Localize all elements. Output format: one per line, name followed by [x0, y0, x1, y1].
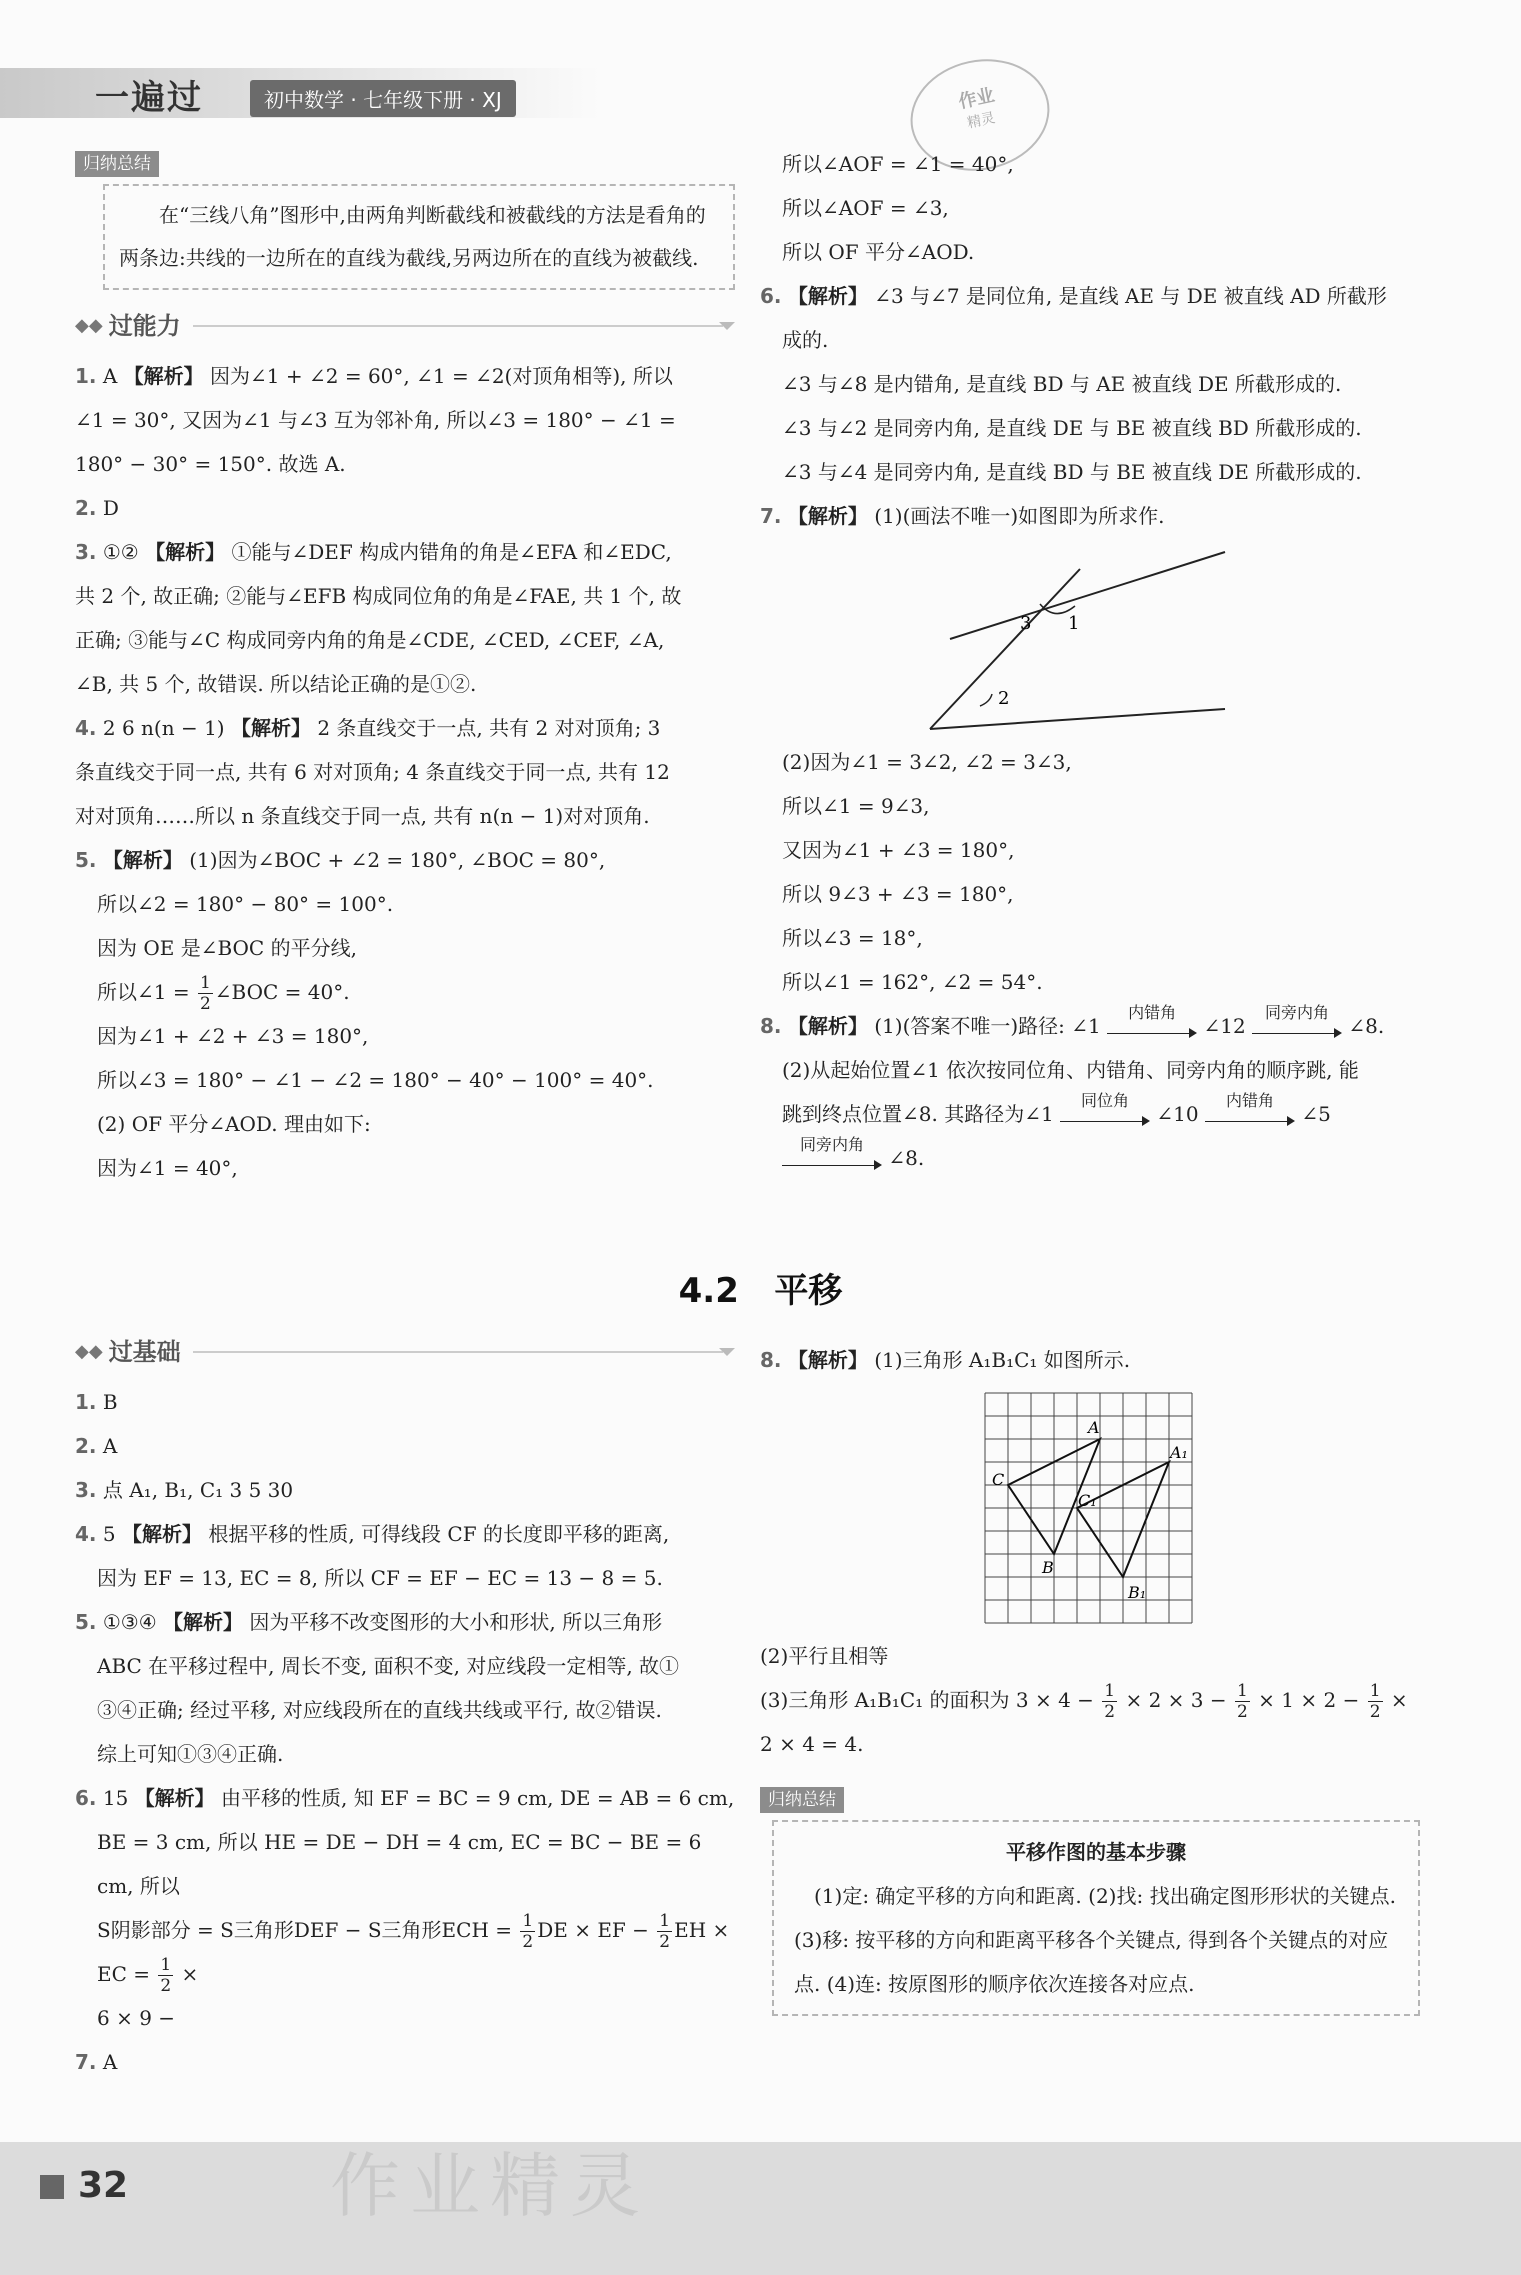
q-answer: ①③④ [102, 1610, 157, 1634]
q-line: 跳到终点位置∠8. 其路径为∠1 [782, 1102, 1054, 1126]
arrow-head [1189, 1028, 1197, 1038]
arrow-label: 内错角 [1225, 1090, 1274, 1110]
fraction-num: 1 [522, 1911, 534, 1931]
q-answer: A [102, 1434, 118, 1458]
page-square-icon [40, 2175, 64, 2199]
q-num: 6. [75, 1786, 97, 1810]
q-line: 2 × 4 = 4. [760, 1732, 864, 1756]
right-column-top [760, 142, 1420, 1180]
stamp-text-2: 精灵 [965, 110, 997, 132]
q-line: ∠B, 共 5 个, 故错误. 所以结论正确的是①②. [75, 672, 477, 696]
question-1 [75, 354, 735, 486]
q-line: 成的. [782, 328, 829, 352]
arrow-head [1334, 1028, 1342, 1038]
r-line: 所以∠AOF = ∠1 = 40°, [782, 152, 1014, 176]
basic-q7 [75, 2040, 735, 2084]
q-line: 因为∠1 + ∠2 + ∠3 = 180°, [97, 1024, 369, 1048]
summary2-title: 平移作图的基本步骤 [1006, 1840, 1186, 1864]
q-line: (1)(答案不唯一)路径: ∠1 [874, 1014, 1101, 1038]
q-line: 对对顶角……所以 n 条直线交于同一点, 共有 n(n − 1)对对顶角. [75, 804, 650, 828]
fraction-den: 2 [1369, 1702, 1381, 1722]
q-line: 2 条直线交于一点, 共有 2 对对顶角; 3 [317, 716, 661, 740]
q-line: DE × EF − [537, 1918, 656, 1942]
q-num: 7. [75, 2050, 97, 2074]
question-4 [75, 706, 735, 838]
fraction-den: 2 [199, 994, 211, 1014]
translation-grid-figure [980, 1388, 1210, 1628]
page-number: 32 [78, 2165, 129, 2206]
fraction [1368, 1681, 1383, 1722]
q-answer: D [102, 496, 119, 520]
section-rule [193, 1351, 723, 1353]
q-answer: A [102, 2050, 118, 2074]
q-tag: 【解析】 [787, 284, 868, 308]
line-top [950, 552, 1225, 639]
q-line: 因为平移不改变图形的大小和形状, 所以三角形 [249, 1610, 663, 1634]
fraction-num: 1 [160, 1955, 172, 1975]
q-num: 1. [75, 364, 97, 388]
fraction-den: 2 [522, 1932, 534, 1952]
q-line: 又因为∠1 + ∠3 = 180°, [782, 838, 1015, 862]
arrow-label: 同旁内角 [1265, 1002, 1330, 1022]
q-line: ③④正确; 经过平移, 对应线段所在的直线共线或平行, 故②错误. [97, 1698, 662, 1722]
q-num: 5. [75, 1610, 97, 1634]
q-line: × [175, 1962, 199, 1986]
label-A: A [1088, 1418, 1100, 1437]
q-line: 因为∠1 = 40°, [97, 1156, 238, 1180]
question-5 [75, 838, 735, 1190]
q-line: 6 × 9 − [97, 2006, 176, 2030]
q-tag: 【解析】 [230, 716, 311, 740]
basic-q6 [75, 1776, 735, 2040]
question-2 [75, 486, 735, 530]
fraction-den: 2 [1237, 1702, 1248, 1722]
arrow-label: 内错角 [1128, 1002, 1177, 1022]
r-line: 所以 OF 平分∠AOD. [782, 240, 975, 264]
q-tag: 【解析】 [102, 848, 183, 872]
arrow-head [1142, 1116, 1150, 1126]
q-line: 因为 OE 是∠BOC 的平分线, [97, 936, 357, 960]
summary-label: 归纳总结 [75, 151, 159, 177]
label-B1: B₁ [1128, 1583, 1147, 1602]
q-num: 2. [75, 496, 97, 520]
summary2-box [772, 1820, 1420, 2016]
q-num: 3. [75, 540, 97, 564]
series-tag: 初中数学 · 七年级下册 · XJ [250, 80, 516, 117]
q-tag: 【解析】 [123, 364, 204, 388]
fraction-den: 2 [1104, 1702, 1116, 1722]
q-answer: 2 6 n(n − 1) [102, 716, 225, 740]
q-line: 因为∠1 + ∠2 = 60°, ∠1 = ∠2(对顶角相等), 所以 [210, 364, 673, 388]
fraction-num: 1 [199, 973, 211, 993]
section-basic-title: 过基础 [108, 1338, 181, 1366]
q-line: × 1 × 2 − [1251, 1688, 1366, 1712]
q-num: 1. [75, 1390, 97, 1414]
basic-q1 [75, 1380, 735, 1424]
triangle-icon [719, 1348, 735, 1356]
triangle-icon [719, 322, 735, 330]
q-line: 因为 EF = 13, EC = 8, 所以 CF = EF − EC = 13 − 8 = 5. [97, 1566, 663, 1590]
q-line: ∠8. [888, 1146, 925, 1170]
label-B: B [1042, 1558, 1054, 1577]
q-line: ∠3 与∠7 是同位角, 是直线 AE 与 DE 被直线 AD 所截形 [874, 284, 1387, 308]
q-line: 所以∠1 = [97, 980, 196, 1004]
chapter-title [0, 1263, 1521, 1312]
arrow-line [1205, 1121, 1291, 1122]
q-line: (1)(画法不唯一)如图即为所求作. [874, 504, 1165, 528]
fraction [1235, 1681, 1250, 1722]
q-num: 4. [75, 1522, 97, 1546]
stamp-text-1: 作业 [956, 84, 997, 113]
fraction [1102, 1681, 1117, 1722]
fraction-den: 2 [160, 1976, 172, 1996]
q-line: ∠10 [1156, 1102, 1199, 1126]
line-bottom [930, 709, 1225, 729]
q-line: 共 2 个, 故正确; ②能与∠EFB 构成同位角的角是∠FAE, 共 1 个, 故 [75, 584, 682, 608]
section-ability-title: 过能力 [108, 312, 181, 340]
arrow-head [1287, 1116, 1295, 1126]
arrow [1205, 1090, 1295, 1131]
fraction [657, 1911, 672, 1952]
brand-logo: 一遍过 [95, 78, 203, 118]
q-line: ∠3 与∠4 是同旁内角, 是直线 BD 与 BE 被直线 DE 所截形成的. [782, 460, 1362, 484]
q-line: 综上可知①③④正确. [97, 1742, 284, 1766]
fraction-num: 1 [1369, 1681, 1381, 1701]
arrow [1252, 1002, 1342, 1043]
fraction [158, 1955, 173, 1996]
q-line: (2)平行且相等 [760, 1644, 889, 1668]
q-line: EH × EC = [97, 1918, 730, 1986]
q-tag: 【解析】 [787, 1014, 868, 1038]
question-8-right [760, 1004, 1420, 1180]
q-line: ∠BOC = 40°. [214, 980, 350, 1004]
basic-q5 [75, 1600, 735, 1776]
summary2-wrapper [760, 1776, 1420, 2016]
q-line: (2) OF 平分∠AOD. 理由如下: [97, 1112, 371, 1136]
wave-icon: ◆◆ [75, 315, 103, 336]
q-tag: 【解析】 [134, 1786, 215, 1810]
q-line: ∠5 [1301, 1102, 1331, 1126]
q-num: 5. [75, 848, 97, 872]
q-tag: 【解析】 [787, 1348, 868, 1372]
q-line: 所以 9∠3 + ∠3 = 180°, [782, 882, 1014, 906]
q-num: 4. [75, 716, 97, 740]
q-line: ①能与∠DEF 构成内错角的角是∠EFA 和∠EDC, [231, 540, 672, 564]
fraction [520, 1911, 535, 1952]
q-line: (2)因为∠1 = 3∠2, ∠2 = 3∠3, [782, 750, 1072, 774]
section-basic-heading [75, 1330, 735, 1374]
q-line: 所以∠1 = 162°, ∠2 = 54°. [782, 970, 1043, 994]
q-tag: 【解析】 [787, 504, 868, 528]
q-num: 8. [760, 1014, 782, 1038]
label-A1: A₁ [1170, 1443, 1188, 1462]
question-7-right [760, 494, 1420, 1004]
fraction-den: 2 [659, 1932, 671, 1952]
q-line: ∠1 = 30°, 又因为∠1 与∠3 互为邻补角, 所以∠3 = 180° − ∠1 = [75, 408, 676, 432]
question-8-translation [760, 1338, 1420, 1766]
fraction-num: 1 [1104, 1681, 1116, 1701]
q-answer: A [102, 364, 118, 388]
left-column-bottom [75, 1330, 735, 2084]
q-tag: 【解析】 [163, 1610, 244, 1634]
q-line: × [1384, 1688, 1408, 1712]
label-C1: C₁ [1078, 1491, 1097, 1510]
basic-q2 [75, 1424, 735, 1468]
fig-label-1: 1 [1068, 613, 1080, 634]
q-answer: 点 A₁, B₁, C₁ 3 5 30 [102, 1478, 294, 1502]
basic-q4 [75, 1512, 735, 1600]
q-line: (2)从起始位置∠1 依次按同位角、内错角、同旁内角的顺序跳, 能 [782, 1058, 1359, 1082]
label-C: C [992, 1470, 1005, 1489]
right-column-bottom [760, 1338, 1420, 2016]
q-line: 所以∠3 = 180° − ∠1 − ∠2 = 180° − 40° − 100° = 40°. [97, 1068, 654, 1092]
arrow [1060, 1090, 1150, 1131]
q-answer: B [102, 1390, 118, 1414]
footer-bar [0, 2142, 1521, 2275]
chapter-name: 平移 [774, 1271, 843, 1311]
q-tag: 【解析】 [121, 1522, 202, 1546]
q-line: 根据平移的性质, 可得线段 CF 的长度即平移的距离, [208, 1522, 670, 1546]
section-rule [193, 325, 723, 327]
q-line: ∠8. [1348, 1014, 1385, 1038]
arrow-line [1107, 1033, 1193, 1034]
q-line: ∠3 与∠2 是同旁内角, 是直线 DE 与 BE 被直线 BD 所截形成的. [782, 416, 1362, 440]
q-answer: 5 [102, 1522, 116, 1546]
fig-label-3: 3 [1020, 613, 1032, 634]
arrow-line [1060, 1121, 1146, 1122]
q-line: (1)三角形 A₁B₁C₁ 如图所示. [874, 1348, 1131, 1372]
left-column-top [75, 140, 735, 1190]
q-line: 正确; ③能与∠C 构成同旁内角的角是∠CDE, ∠CED, ∠CEF, ∠A, [75, 628, 665, 652]
q-line: 180° − 30° = 150°. 故选 A. [75, 452, 346, 476]
fraction-num: 1 [659, 1911, 671, 1931]
wave-icon: ◆◆ [75, 1341, 103, 1362]
q-line: ∠12 [1203, 1014, 1246, 1038]
basic-q3 [75, 1468, 735, 1512]
fraction [198, 973, 213, 1014]
fig-label-2: 2 [998, 688, 1010, 709]
arrow-label: 同位角 [1081, 1090, 1130, 1110]
angle-arc-2 [980, 694, 992, 706]
arrow-head [874, 1160, 882, 1170]
chapter-number: 4.2 [678, 1271, 739, 1311]
q-line: (1)因为∠BOC + ∠2 = 180°, ∠BOC = 80°, [189, 848, 606, 872]
summary-box: 在“三线八角”图形中,由两角判断截线和被截线的方法是看角的两条边:共线的一边所在的直线为截线,另两边所在的直线为被截线. [103, 184, 735, 290]
q-num: 6. [760, 284, 782, 308]
q-line: 所以∠1 = 9∠3, [782, 794, 930, 818]
summary2-label: 归纳总结 [760, 1787, 844, 1813]
r-line: 所以∠AOF = ∠3, [782, 196, 949, 220]
q-num: 7. [760, 504, 782, 528]
q-num: 3. [75, 1478, 97, 1502]
question-3 [75, 530, 735, 706]
q-line: × 2 × 3 − [1119, 1688, 1233, 1712]
q-line: 条直线交于同一点, 共有 6 对对顶角; 4 条直线交于同一点, 共有 12 [75, 760, 670, 784]
q-num: 2. [75, 1434, 97, 1458]
arrow-label: 同旁内角 [799, 1134, 864, 1154]
q-line: (3)三角形 A₁B₁C₁ 的面积为 3 × 4 − [760, 1688, 1101, 1712]
angle-figure [920, 544, 1240, 734]
question-6-right [760, 274, 1420, 494]
q-line: 所以∠3 = 18°, [782, 926, 923, 950]
q-tag: 【解析】 [145, 540, 226, 564]
q-line: 所以∠2 = 180° − 80° = 100°. [97, 892, 394, 916]
q-line: 由平移的性质, 知 EF = BC = 9 cm, DE = AB = 6 cm, [221, 1786, 735, 1810]
q-num: 8. [760, 1348, 782, 1372]
q-line: S阴影部分 = S三角形DEF − S三角形ECH = [97, 1918, 519, 1942]
arrow [782, 1134, 882, 1175]
arrow-line [1252, 1033, 1338, 1034]
q-line: ∠3 与∠8 是内错角, 是直线 BD 与 AE 被直线 DE 所截形成的. [782, 372, 1342, 396]
summary2-text: (1)定: 确定平移的方向和距离. (2)找: 找出确定图形形状的关键点. (3)移: 按平移的方向和距离平移各个关键点, 得到各个关键点的对应点. (4)连: 按原图形的顺序依次连接各对应点. [794, 1884, 1396, 1996]
q-answer: ①② [102, 540, 139, 564]
fraction-num: 1 [1237, 1681, 1248, 1701]
q-answer: 15 [102, 1786, 129, 1810]
section-ability-heading [75, 304, 735, 348]
q-line: ABC 在平移过程中, 周长不变, 面积不变, 对应线段一定相等, 故① [97, 1654, 680, 1678]
q-line: BE = 3 cm, 所以 HE = DE − DH = 4 cm, EC = BC − BE = 6 cm, 所以 [97, 1830, 702, 1898]
arrow [1107, 1002, 1197, 1043]
arrow-line [782, 1165, 878, 1166]
footer-watermark: 作业精灵 [330, 2145, 650, 2227]
